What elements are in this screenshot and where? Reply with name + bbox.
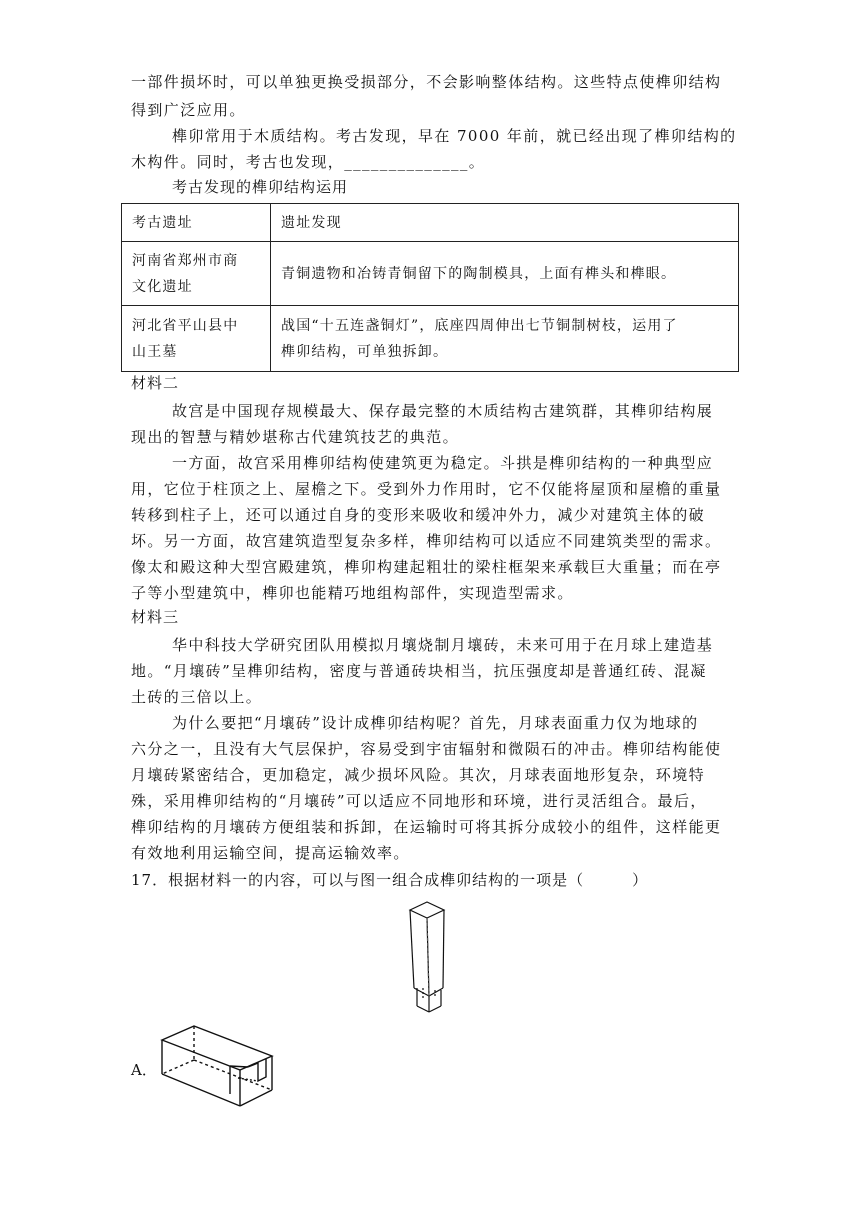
paragraph-line: 地。“月壤砖”呈榫卯结构，密度与普通砖块相当，抗压强度却是普通红砖、混凝	[131, 662, 707, 680]
cell-line: 河北省平山县中	[132, 317, 239, 334]
cell-line: 河南省郑州市商	[132, 252, 239, 269]
paragraph-line: 为什么要把“月壤砖”设计成榫卯结构呢？首先，月球表面重力仅为地球的	[172, 714, 699, 732]
table-header-cell: 遗址发现	[271, 204, 739, 242]
paragraph-line: 现出的智慧与精妙堪称古代建筑技艺的典范。	[131, 428, 460, 446]
paragraph-line: 一方面，故宫采用榫卯结构使建筑更为稳定。斗拱是榫卯结构的一种典型应	[172, 454, 714, 472]
paragraph-line: 有效地利用运输空间，提高运输效率。	[131, 844, 410, 862]
paragraph-line: 像太和殿这种大型宫殿建筑，榫卯构建起粗壮的梁柱框架来承载巨大重量；而在亭	[131, 558, 722, 576]
paragraph-line: 华中科技大学研究团队用模拟月壤烧制月壤砖，未来可用于在月球上建造基	[172, 636, 714, 654]
paragraph-line: 月壤砖紧密结合，更加稳定，减少损坏风险。其次，月球表面地形复杂，环境特	[131, 766, 706, 784]
option-a-mortise-illustration[interactable]	[158, 1022, 282, 1108]
archaeology-table	[121, 203, 739, 372]
question-text: 17．根据材料一的内容，可以与图一组合成榫卯结构的一项是（ ）	[131, 871, 649, 889]
paragraph-line: 六分之一，且没有大气层保护，容易受到宇宙辐射和微陨石的冲击。榫卯结构能使	[131, 740, 722, 758]
table-cell-finding	[271, 242, 739, 306]
option-a-label[interactable]: A．	[131, 1061, 157, 1079]
table-header-cell: 考古遗址	[122, 204, 271, 242]
figure1-tenon-illustration	[405, 898, 455, 1023]
paragraph-line: 一部件损坏时，可以单独更换受损部分，不会影响整体结构。这些特点使榫卯结构	[131, 73, 722, 91]
table-row	[122, 242, 739, 306]
paragraph-line: 木构件。同时，考古也发现，______________。	[131, 153, 486, 171]
cell-line: 山王墓	[132, 343, 178, 360]
paragraph-line: 榫卯结构的月壤砖方便组装和拆卸，在运输时可将其拆分成较小的组件，这样能更	[131, 818, 722, 836]
cell-line: 战国“十五连盏铜灯”，底座四周伸出七节铜制树枝，运用了	[281, 317, 678, 334]
table-header-row	[122, 204, 739, 242]
paragraph-line: 得到广泛应用。	[131, 101, 246, 119]
paragraph-line: 故宫是中国现存规模最大、保存最完整的木质结构古建筑群，其榫卯结构展	[172, 402, 714, 420]
tenon-top-face	[410, 902, 444, 918]
table-caption: 考古发现的榫卯结构运用	[172, 178, 349, 196]
table-cell-finding	[271, 306, 739, 372]
paragraph-line: 转移到柱子上，还可以通过自身的变形来吸收和缓冲外力，减少对建筑主体的破	[131, 506, 706, 524]
section-title: 材料三	[131, 608, 180, 626]
paragraph-line: 用，它位于柱顶之上、屋檐之下。受到外力作用时，它不仅能将屋顶和屋檐的重量	[131, 480, 722, 498]
cell-line: 青铜遗物和冶铸青铜留下的陶制模具，上面有榫头和榫眼。	[281, 265, 677, 282]
table-cell-site	[122, 242, 271, 306]
paragraph-line: 榫卯常用于木质结构。考古发现，早在 7000 年前，就已经出现了榫卯结构的	[172, 127, 737, 145]
paragraph-line: 子等小型建筑中，榫卯也能精巧地组构部件，实现造型需求。	[131, 584, 574, 602]
paragraph-line: 土砖的三倍以上。	[131, 688, 263, 706]
table-cell-site	[122, 306, 271, 372]
table-row	[122, 306, 739, 372]
paragraph-line: 殊，采用榫卯结构的“月壤砖”可以适应不同地形和环境，进行灵活组合。最后，	[131, 792, 707, 810]
cell-line: 榫卯结构，可单独拆卸。	[281, 343, 449, 360]
section-title: 材料二	[131, 374, 180, 392]
paragraph-line: 坏。另一方面，故宫建筑造型复杂多样，榫卯结构可以适应不同建筑类型的需求。	[131, 532, 722, 550]
cell-line: 文化遗址	[132, 278, 193, 295]
